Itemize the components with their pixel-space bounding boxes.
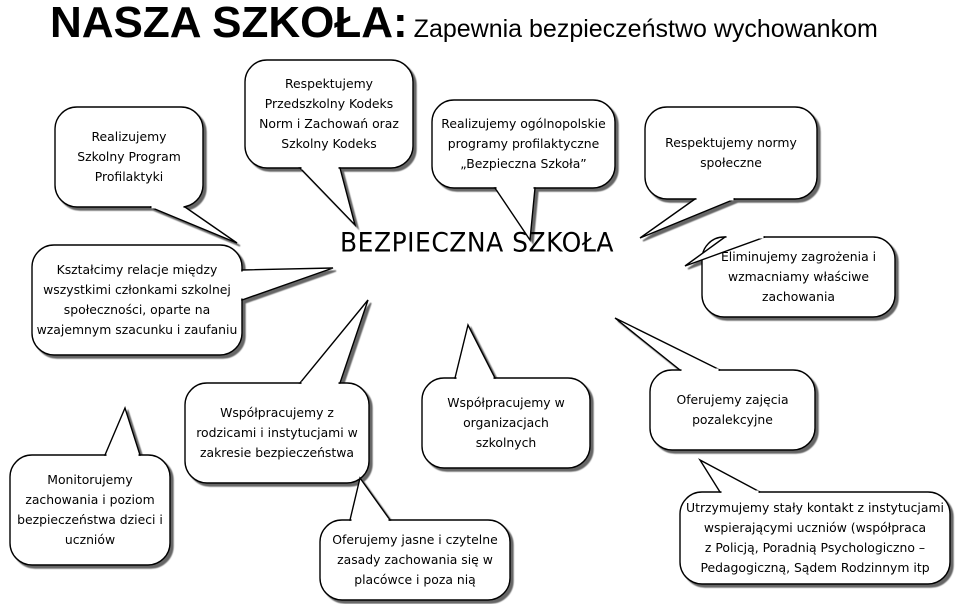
bubble-text-programy	[438, 100, 609, 188]
bubble-line: zachowania i poziom	[25, 492, 155, 507]
bubble-tail-kodeks	[300, 168, 355, 225]
bubble-line: wzmacniamy właściwe	[727, 269, 870, 284]
bubble-line: społeczności, oparte na	[63, 302, 211, 317]
bubble-line: Respektujemy normy	[665, 135, 797, 150]
bubble-line: Oferujemy jasne i czytelne	[332, 532, 498, 547]
bubble-text-relacje	[38, 245, 236, 355]
bubble-line: wzajemnym szacunku i zaufaniu	[36, 322, 238, 337]
bubble-line: Oferujemy zajęcia	[676, 392, 789, 407]
bubble-line: zasady zachowania się w	[337, 552, 493, 567]
bubble-text-normy	[651, 107, 811, 199]
bubble-tail-zasady	[350, 478, 390, 520]
bubble-line: Szkolny Program	[77, 149, 181, 164]
bubble-line: bezpieczeństwa dzieci i	[17, 512, 163, 527]
bubble-line: Monitorujemy	[47, 472, 133, 487]
bubble-tail-program	[150, 207, 237, 243]
bubble-text-zagrozenia	[708, 237, 889, 317]
bubble-line: Współpracujemy w	[447, 395, 565, 410]
bubble-text-zajecia	[656, 370, 809, 450]
title-subtitle: Zapewnia bezpieczeństwo wychowankom	[413, 15, 878, 43]
bubble-line: Norm i Zachowań oraz	[259, 116, 399, 131]
bubble-line: placówce i poza nią	[354, 572, 476, 587]
bubble-line: rodzicami i instytucjami w	[196, 425, 358, 440]
bubble-line: społeczne	[700, 155, 762, 170]
bubble-text-organizacje	[428, 378, 584, 468]
bubble-text-kodeks	[251, 60, 407, 168]
bubble-line: szkolnych	[475, 435, 537, 450]
bubble-text-zasady	[326, 520, 504, 600]
bubble-line: pozalekcyjne	[692, 412, 773, 427]
bubble-line: Utrzymujemy stały kontakt z instytucjami	[686, 500, 944, 515]
bubble-text-monitorujemy	[16, 455, 164, 565]
bubble-line: Realizujemy ogólnopolskie	[441, 116, 606, 131]
bubble-tail-kontakt	[700, 460, 760, 492]
bubble-line: zachowania	[762, 289, 835, 304]
bubble-tail-programy	[495, 188, 535, 240]
bubble-line: wszystkimi członkami szkolnej	[43, 282, 231, 297]
bubble-line: „Bezpieczna Szkoła”	[460, 156, 587, 171]
bubble-tail-zajecia	[615, 318, 720, 370]
bubble-line: z Policją, Poradnią Psychologiczno –	[704, 540, 926, 555]
bubble-tail-organizacje	[455, 325, 495, 378]
bubble-line: organizacjach	[463, 415, 549, 430]
bubble-line: Profilaktyki	[94, 169, 164, 184]
bubble-tail-relacje	[242, 268, 333, 300]
bubble-line: Respektujemy	[285, 76, 373, 91]
bubble-line: programy profilaktyczne	[447, 136, 600, 151]
bubble-line: Pedagogiczną, Sądem Rodzinnym itp	[700, 560, 930, 575]
bubble-line: wspierającymi uczniów (współpraca	[703, 520, 927, 535]
bubble-line: uczniów	[64, 532, 116, 547]
bubble-tail-rodzice	[300, 300, 368, 383]
bubble-line: Przedszkolny Kodeks	[264, 96, 394, 111]
bubble-line: Kształcimy relacje między	[56, 262, 218, 277]
bubble-line: zakresie bezpieczeństwa	[200, 445, 354, 460]
center-label: BEZPIECZNA SZKOŁA	[340, 226, 615, 259]
bubble-line: Szkolny Kodeks	[281, 136, 377, 151]
bubble-text-program	[61, 107, 197, 207]
title-main: NASZA SZKOŁA:	[50, 0, 408, 47]
bubble-tail-normy	[640, 199, 735, 238]
bubble-line: Eliminujemy zagrożenia i	[720, 249, 877, 264]
bubble-text-rodzice	[191, 383, 363, 483]
bubble-line: Współpracujemy z	[220, 405, 334, 420]
bubble-line: Realizujemy	[91, 129, 167, 144]
bubble-text-kontakt	[686, 492, 944, 584]
bubble-tail-monitorujemy	[105, 408, 140, 455]
